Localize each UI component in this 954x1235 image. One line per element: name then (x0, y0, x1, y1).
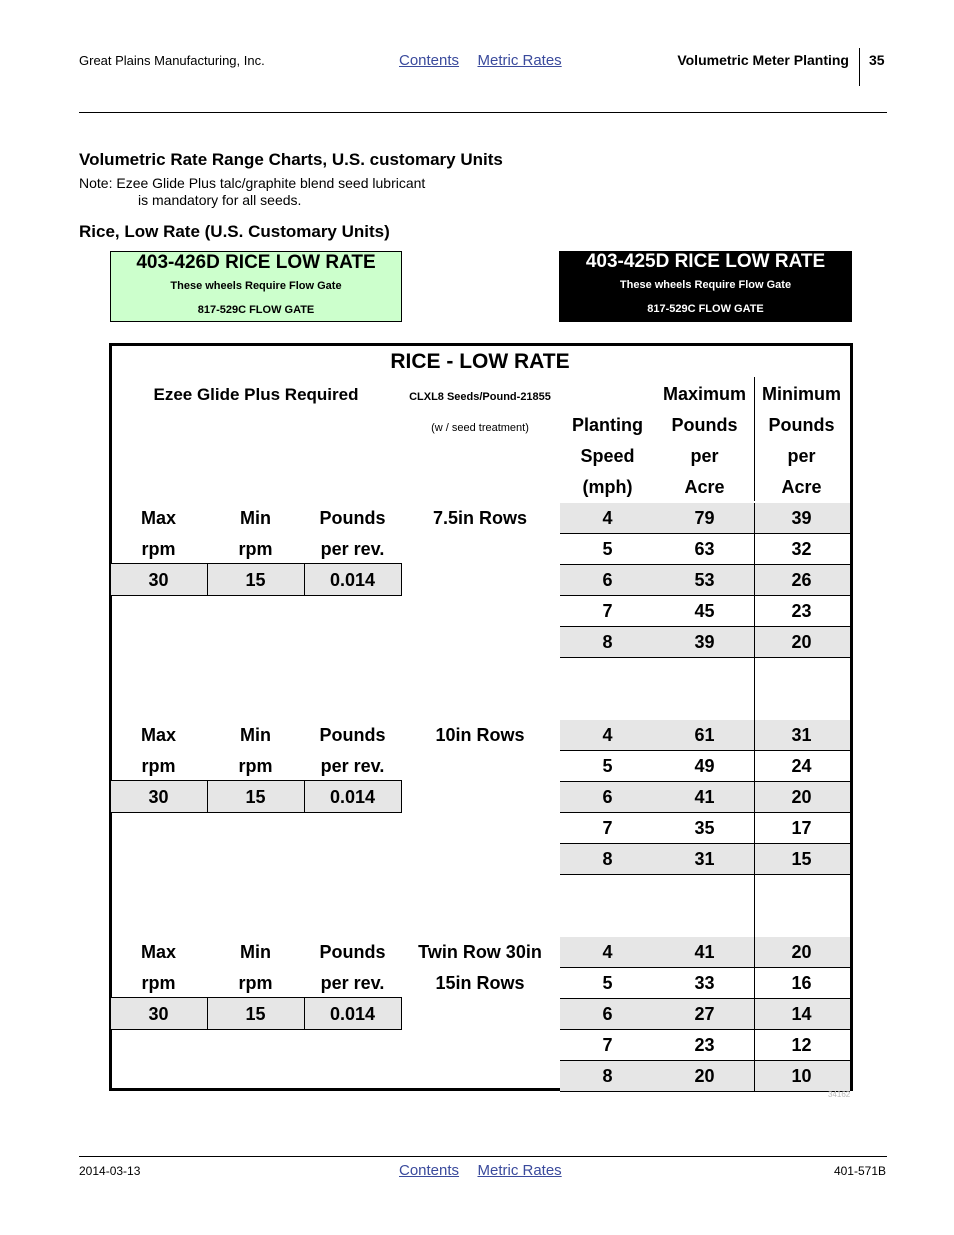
rate-cell: 14 (791, 1004, 812, 1024)
col-header-min-2: per (787, 446, 816, 466)
min-rpm-value: 15 (245, 787, 266, 807)
rate-cell: 31 (791, 725, 812, 745)
metric-rates-link[interactable]: Metric Rates (477, 52, 562, 69)
col-header-speed-1: Speed (580, 446, 635, 466)
company-name: Great Plains Manufacturing, Inc. (79, 53, 265, 68)
rate-cell: 20 (791, 942, 812, 962)
header-divider (859, 48, 860, 86)
rpm-header-pounds-1: per rev. (320, 973, 385, 993)
rate-cell: 7 (602, 1035, 613, 1055)
rpm-header-min-1: rpm (238, 973, 273, 993)
rate-col-divider (754, 937, 755, 1092)
rate-cell: 31 (694, 849, 715, 869)
subsection-title: Rice, Low Rate (U.S. Customary Units) (79, 222, 390, 241)
col-header-max-3: Acre (684, 477, 725, 497)
rate-cell: 17 (791, 818, 812, 838)
metric-rates-link[interactable]: Metric Rates (477, 1162, 562, 1179)
col-header-speed-2: (mph) (582, 477, 633, 497)
rpm-header-min-1: rpm (238, 539, 273, 559)
col-header-speed-0: Planting (572, 415, 643, 435)
rate-cell: 26 (791, 570, 812, 590)
footer-links (399, 1162, 576, 1180)
col-header-max-0: Maximum (662, 384, 747, 404)
note-line2: is mandatory for all seeds. (138, 192, 302, 208)
rate-cell: 33 (694, 973, 715, 993)
rate-cell: 6 (602, 570, 613, 590)
seed-treatment: (w / seed treatment) (431, 422, 529, 434)
rpm-header-min-0: Min (240, 725, 271, 745)
section-name: Volumetric Meter Planting (677, 52, 849, 68)
rpm-header-max-0: Max (140, 725, 176, 745)
box-line1: These wheels Require Flow Gate (170, 280, 342, 292)
contents-link[interactable]: Contents (399, 1162, 460, 1179)
col-header-min-3: Acre (781, 477, 822, 497)
contents-link[interactable]: Contents (399, 52, 460, 69)
box-line1: These wheels Require Flow Gate (619, 279, 792, 291)
rpm-header-max-0: Max (140, 942, 176, 962)
rate-cell: 27 (694, 1004, 715, 1024)
col-header-min-0: Minimum (762, 384, 841, 404)
col-header-max-1: Pounds (671, 415, 738, 435)
rpm-header-max-0: Max (140, 508, 176, 528)
rpm-header-pounds-1: per rev. (320, 756, 385, 776)
box-line2: 817-529C FLOW GATE (647, 303, 764, 315)
rice-low-rate-box-425d (559, 251, 852, 322)
rpm-header-pounds-0: Pounds (319, 508, 386, 528)
footer-rule (79, 1156, 887, 1157)
row-spacing-label: 15in Rows (435, 973, 525, 993)
header-links (399, 52, 576, 70)
rice-low-rate-box-426d (110, 251, 402, 322)
pounds-per-rev-value: 0.014 (329, 1004, 376, 1024)
rate-cell: 4 (602, 508, 613, 528)
rate-cell: 7 (602, 818, 613, 838)
page-number: 35 (869, 52, 885, 68)
rate-cell: 10 (791, 1066, 812, 1086)
rate-cell: 23 (791, 601, 812, 621)
rate-cell: 63 (694, 539, 715, 559)
rate-cell: 61 (694, 725, 715, 745)
rate-cell: 8 (602, 849, 613, 869)
col-header-max-2: per (690, 446, 719, 466)
rate-col-divider (754, 720, 755, 875)
chart-title: RICE - LOW RATE (390, 350, 570, 373)
rpm-header-max-1: rpm (141, 756, 176, 776)
box-title: 403-425D RICE LOW RATE (585, 251, 826, 272)
max-rpm-value: 30 (148, 787, 169, 807)
pounds-per-rev-value: 0.014 (329, 787, 376, 807)
rate-cell: 23 (694, 1035, 715, 1055)
rate-cell: 32 (791, 539, 812, 559)
max-rpm-value: 30 (148, 570, 169, 590)
row-spacing-label: 10in Rows (435, 725, 525, 745)
rate-cell: 15 (791, 849, 812, 869)
rate-cell: 49 (694, 756, 715, 776)
rate-cell: 53 (694, 570, 715, 590)
figure-number: 34162 (828, 1090, 851, 1099)
rate-cell: 16 (791, 973, 812, 993)
footer-date: 2014-03-13 (79, 1164, 141, 1178)
rpm-header-min-1: rpm (238, 756, 273, 776)
seeds-per-pound: CLXL8 Seeds/Pound-21855 (409, 391, 551, 403)
rate-cell: 41 (694, 787, 715, 807)
rate-cell: 5 (602, 973, 613, 993)
spacer-divider (754, 658, 755, 720)
box-line2: 817-529C FLOW GATE (197, 304, 315, 316)
col-header-min-1: Pounds (768, 415, 835, 435)
pounds-per-rev-value: 0.014 (329, 570, 376, 590)
rate-cell: 8 (602, 1066, 613, 1086)
rpm-header-min-0: Min (240, 508, 271, 528)
rate-cell: 20 (791, 632, 812, 652)
rate-cell: 35 (694, 818, 715, 838)
rpm-header-pounds-0: Pounds (319, 725, 386, 745)
header-rule (79, 112, 887, 113)
section-title: Volumetric Rate Range Charts, U.S. customary Units (79, 150, 503, 169)
rate-cell: 45 (694, 601, 715, 621)
rate-cell: 20 (694, 1066, 715, 1086)
header-col-divider (754, 377, 755, 501)
box-title: 403-426D RICE LOW RATE (136, 252, 376, 273)
rate-cell: 20 (791, 787, 812, 807)
rate-cell: 4 (602, 942, 613, 962)
rate-cell: 8 (602, 632, 613, 652)
min-rpm-value: 15 (245, 570, 266, 590)
rate-cell: 79 (694, 508, 715, 528)
rpm-header-max-1: rpm (141, 539, 176, 559)
rate-cell: 7 (602, 601, 613, 621)
rate-cell: 24 (791, 756, 812, 776)
rate-cell: 5 (602, 756, 613, 776)
footer-doc-number: 401-571B (833, 1164, 886, 1178)
rate-cell: 39 (791, 508, 812, 528)
rate-cell: 39 (694, 632, 715, 652)
rate-cell: 5 (602, 539, 613, 559)
rate-cell: 41 (694, 942, 715, 962)
rate-col-divider (754, 503, 755, 658)
row-spacing-label: 7.5in Rows (432, 508, 528, 528)
rpm-header-min-0: Min (240, 942, 271, 962)
spacer-divider (754, 875, 755, 937)
note-line1: Note: Ezee Glide Plus talc/graphite blend seed lubricant (79, 175, 426, 191)
rpm-header-pounds-1: per rev. (320, 539, 385, 559)
rpm-header-pounds-0: Pounds (319, 942, 386, 962)
row-spacing-label: Twin Row 30in (418, 942, 542, 962)
rate-cell: 12 (791, 1035, 812, 1055)
rpm-header-max-1: rpm (141, 973, 176, 993)
rate-cell: 6 (602, 787, 613, 807)
rate-cell: 6 (602, 1004, 613, 1024)
ezee-required: Ezee Glide Plus Required (153, 385, 359, 404)
rate-cell: 4 (602, 725, 613, 745)
max-rpm-value: 30 (148, 1004, 169, 1024)
min-rpm-value: 15 (245, 1004, 266, 1024)
